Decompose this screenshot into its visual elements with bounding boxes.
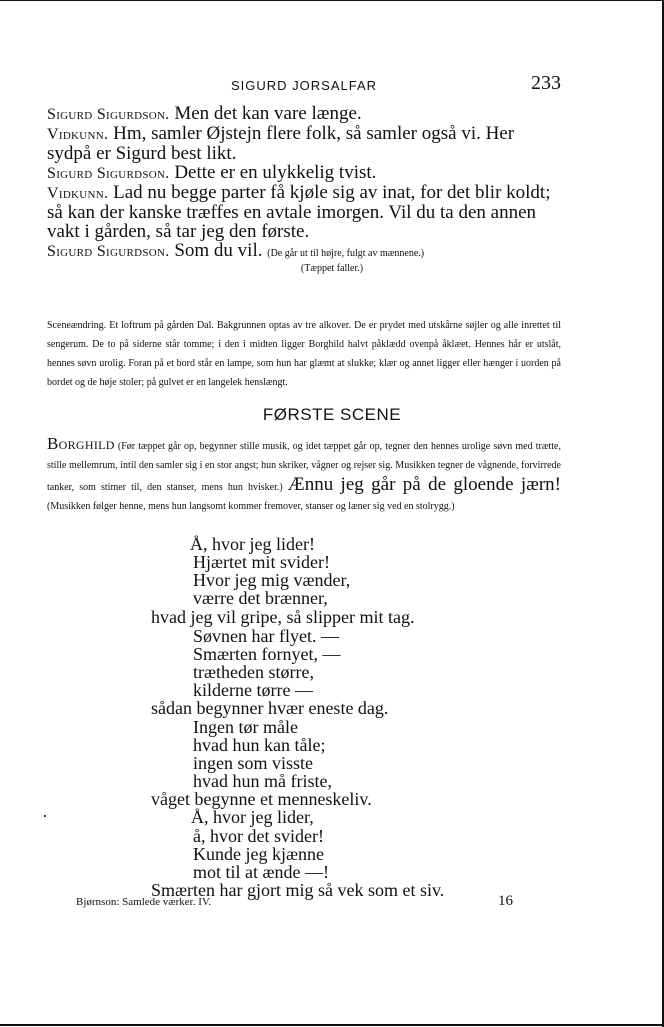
- poem-line: Kunde jeg kjænne: [193, 844, 324, 864]
- dialogue-line: [47, 241, 561, 263]
- speech-text: Hm, samler Øjstejn flere folk, så samler også vi. Her sydpå er Sigurd best likt.: [47, 123, 515, 164]
- speaker-name: Borghild: [47, 434, 115, 453]
- printer-signature: 16: [498, 893, 513, 909]
- poem-line: mot til at ænde —!: [193, 862, 329, 882]
- poem-line: hvad hun må friste,: [193, 771, 332, 791]
- speech-text: Som du vil.: [169, 240, 268, 261]
- poem-line: kilderne tørre —: [193, 680, 313, 700]
- page-header: [0, 72, 664, 96]
- scene-heading: FØRSTE SCENE: [262, 405, 402, 424]
- poem-line: å, hvor det svider!: [193, 826, 324, 846]
- speaker-name: Sigurd Sigurdson.: [47, 106, 170, 123]
- speech-text: Lad nu begge parter få kjøle sig av inat, for det blir koldt; så kan der kanske træffes en avtale imorgen. Vil du ta den annen vakt i gården, så tar jeg den første.: [47, 182, 551, 242]
- speech-text: Dette er en ulykkelig tvist.: [169, 162, 377, 183]
- poem-line: trætheden større,: [193, 662, 314, 682]
- poem-line: ingen som visste: [193, 753, 313, 773]
- poem-line: Å, hvor jeg lider!: [190, 534, 315, 554]
- poem-line: hvad hun kan tåle;: [193, 735, 326, 755]
- poem-line: hvad jeg vil gripe, så slipper mit tag.: [151, 607, 415, 627]
- speaker-name: Sigurd Sigurdson.: [47, 243, 170, 260]
- poem-line: værre det brænner,: [193, 588, 328, 608]
- stage-direction: (Før tæppet går op, begynner stille musik, og idet tæppet går op, tegner den hennes urolige søvn med trætte, stille mellemrum, intil den samler sig i en stor angst; hun skriker, vågner og rejser sig. Musikken tegner de vågnende, forvirrede tanker, som stimer til, den stanser, mens hun hvisker.): [47, 441, 561, 493]
- poem-line: Ingen tør måle: [193, 717, 298, 737]
- speech-text: Ænnu jeg går på de gloende jærn!: [287, 474, 561, 495]
- running-title: SIGURD JORSALFAR: [231, 78, 378, 93]
- speaker-name: Sigurd Sigurdson.: [47, 165, 170, 182]
- poem-line: sådan begynner hvær eneste dag.: [151, 698, 389, 718]
- poem-line: Hvor jeg mig vænder,: [193, 570, 351, 590]
- footer-credit: Bjørnson: Samlede værker. IV.: [76, 896, 212, 908]
- curtain-direction: (Tæppet faller.): [300, 263, 364, 274]
- poem-line: våget begynne et menneskeliv.: [151, 789, 372, 809]
- stage-direction: (De går ut til højre, fulgt av mænnene.): [267, 248, 425, 259]
- dialogue-line: [47, 183, 561, 241]
- speech-text: Men det kan vare længe.: [169, 103, 362, 124]
- poem-line: Smærten fornyet, —: [193, 644, 341, 664]
- speaker-name: Vidkunn.: [47, 185, 109, 202]
- poem-line: Hjærtet mit svider!: [193, 552, 330, 572]
- dialogue-block: [47, 104, 561, 263]
- stray-mark: [44, 815, 46, 817]
- scene-intro: [47, 434, 561, 516]
- dialogue-line: [47, 124, 561, 163]
- poem-line: Smærten har gjort mig så vek som et siv.: [151, 880, 445, 900]
- poem-line: Å, hvor jeg lider,: [191, 807, 314, 827]
- scene-description: Sceneændring. Et loftrum på gården Dal. Bakgrunnen optas av tre alkover. De er prydet med utskårne søjler og alle inrettet til sengerum. De to på siderne står tomme; i den i midten ligger Borghild halvt påklædd ovenpå åklæet. Hennes hår er utslåt, hennes søvn urolig. Foran på et bord står en lampe, som hun har glæmt at slukke; klær og annet ligger eller hænger i uorden på bordet og de høje stoler; på gulvet er en langelek henslængt.: [47, 320, 561, 388]
- dialogue-line: [47, 104, 561, 124]
- stage-direction: (Musikken følger henne, mens hun langsomt kommer fremover, stanser og læner sig ved en stolrygg.): [47, 501, 455, 512]
- page-bottom-border: [0, 1024, 664, 1026]
- dialogue-line: [47, 163, 561, 183]
- page-top-border: [0, 0, 664, 1]
- poem-line: Søvnen har flyet. —: [193, 626, 339, 646]
- page-number: 233: [531, 72, 561, 94]
- speaker-name: Vidkunn.: [47, 126, 109, 143]
